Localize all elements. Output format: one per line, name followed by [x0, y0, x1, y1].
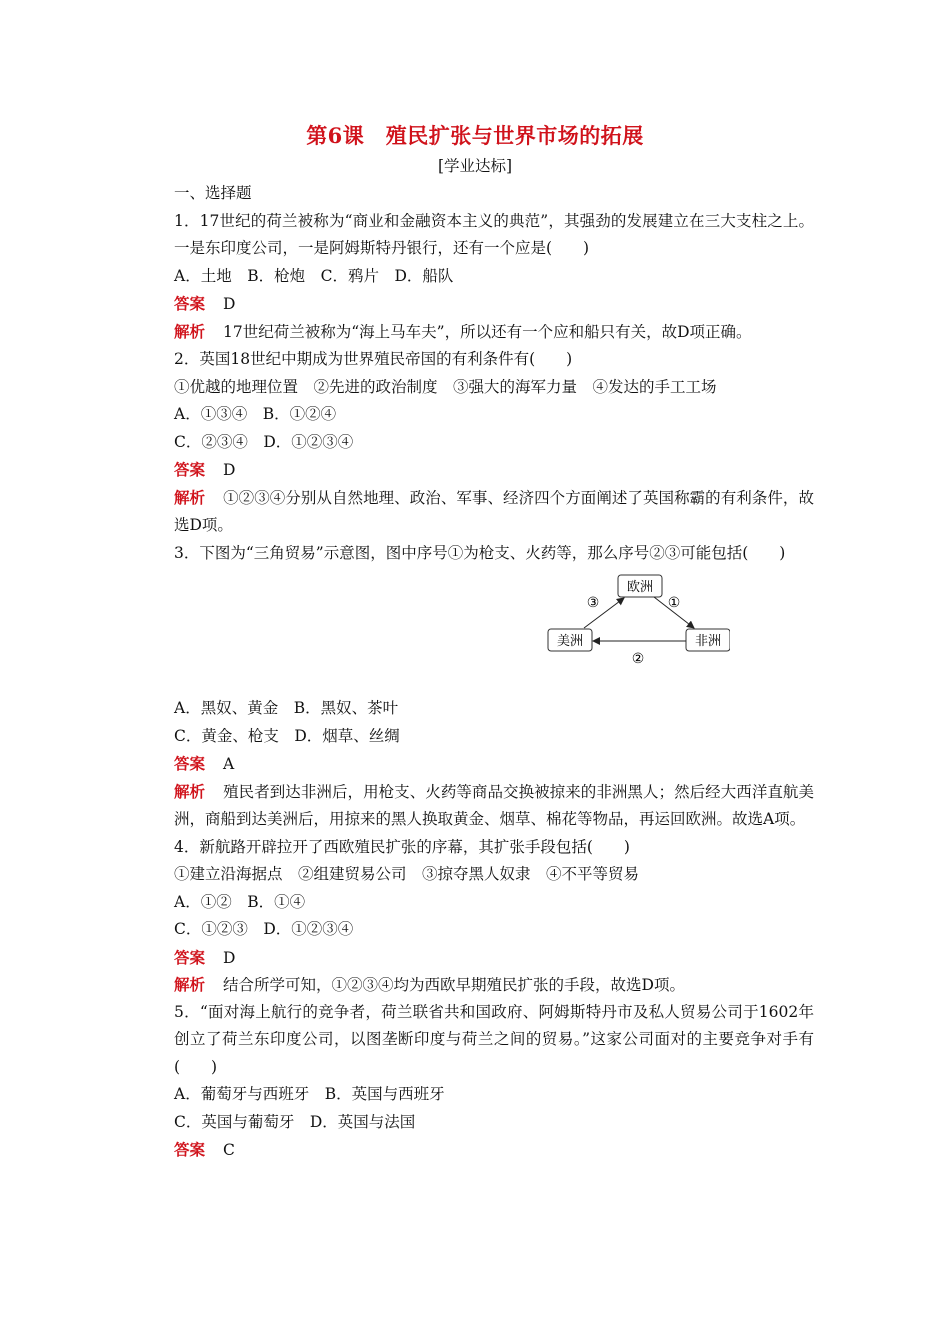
- answer-line: [138, 750, 814, 778]
- node-europe: [618, 575, 662, 597]
- question-stem: 4．新航路开辟拉开了西欧殖民扩张的序幕，其扩张手段包括( ): [174, 837, 630, 856]
- question-stem: 2．英国18世纪中期成为世界殖民帝国的有利条件有( ): [174, 350, 573, 368]
- triangle-trade-svg: [410, 571, 730, 681]
- analysis-line: [138, 778, 814, 834]
- analysis-label: 解析: [174, 487, 206, 507]
- route-number-3: ③: [586, 595, 600, 611]
- label-america: 美洲: [556, 634, 584, 649]
- question-items: ①建立沿海据点 ②组建贸易公司 ③掠夺黑人奴隶 ④不平等贸易: [174, 865, 640, 883]
- route-number-2: ②: [631, 651, 645, 667]
- question-items: ①优越的地理位置 ②先进的政治制度 ③强大的海军力量 ④发达的手工工场: [174, 377, 717, 396]
- question-stem: 1．17世纪的荷兰被称为“商业和金融资本主义的典范”，其强劲的发展建立在三大支柱之上。一是东印度公司，一是阿姆斯特丹银行，还有一个应是( ): [174, 211, 814, 257]
- analysis-text: 殖民者到达非洲后，用枪支、火药等商品交换被掠来的非洲黑人；然后经大西洋直航美洲，商船到达美洲后，用掠来的黑人换取黄金、烟草、棉花等物品，再运回欧洲。故选A项。: [174, 782, 814, 828]
- analysis-label: 解析: [174, 321, 206, 341]
- question-options: C．①②③ D．①②③④: [174, 920, 354, 938]
- question-stem: 5．“面对海上航行的竞争者，荷兰联省共和国政府、阿姆斯特丹市及私人贸易公司于1602年创立了荷兰东印度公司，以图垄断印度与荷兰之间的贸易。”这家公司面对的主要竞争对手有( ): [174, 1002, 814, 1076]
- triangle-trade-diagram: [138, 567, 814, 695]
- answer-label: 答案: [174, 947, 206, 967]
- lesson-subtitle: [学业达标]: [437, 157, 513, 175]
- node-africa: [686, 629, 730, 651]
- analysis-text: ①②③④分别从自然地理、政治、军事、经济四个方面阐述了英国称霸的有利条件，故选D项。: [174, 488, 814, 534]
- label-europe: 欧洲: [626, 580, 654, 595]
- section-heading: 一、选择题: [174, 184, 252, 202]
- question-options: C．英国与葡萄牙 D．英国与法国: [174, 1112, 416, 1131]
- answer-value: D: [223, 295, 236, 313]
- answer-line: [138, 944, 814, 972]
- answer-value: A: [223, 755, 235, 773]
- analysis-text: 17世纪荷兰被称为“海上马车夫”，所以还有一个应和船只有关，故D项正确。: [223, 322, 752, 341]
- answer-line: [138, 456, 814, 484]
- analysis-line: [138, 971, 814, 999]
- answer-value: D: [223, 948, 236, 967]
- answer-label: 答案: [174, 754, 206, 773]
- analysis-line: [138, 484, 814, 540]
- answer-label: 答案: [174, 294, 206, 313]
- lesson-title: 第6课 殖民扩张与世界市场的拓展: [306, 123, 644, 148]
- question-options: C．②③④ D．①②③④: [174, 432, 354, 451]
- analysis-text: 结合所学可知，①②③④均为西欧早期殖民扩张的手段，故选D项。: [223, 976, 685, 994]
- question-options: A．①③④ B．①②④: [174, 405, 337, 423]
- node-america: [548, 629, 592, 651]
- analysis-label: 解析: [174, 781, 206, 801]
- question-stem: 3．下图为“三角贸易”示意图，图中序号①为枪支、火药等，那么序号②③可能包括( ): [174, 543, 786, 562]
- answer-label: 答案: [174, 1140, 206, 1159]
- question-options: A．土地 B．枪炮 C．鸦片 D．船队: [174, 266, 454, 285]
- question-options: A．葡萄牙与西班牙 B．英国与西班牙: [174, 1085, 445, 1103]
- question-options: A．①② B．①④: [174, 892, 306, 911]
- answer-value: D: [223, 461, 236, 479]
- label-africa: 非洲: [694, 634, 722, 649]
- analysis-line: [138, 318, 814, 347]
- analysis-label: 解析: [174, 975, 206, 994]
- answer-line: [138, 290, 814, 318]
- question-options: A．黑奴、黄金 B．黑奴、茶叶: [174, 699, 399, 717]
- answer-label: 答案: [174, 460, 206, 479]
- question-content: [138, 180, 814, 1164]
- route-number-1: ①: [667, 595, 681, 611]
- question-options: C．黄金、枪支 D．烟草、丝绸: [174, 726, 400, 745]
- answer-line: [138, 1136, 814, 1164]
- answer-value: C: [223, 1141, 235, 1159]
